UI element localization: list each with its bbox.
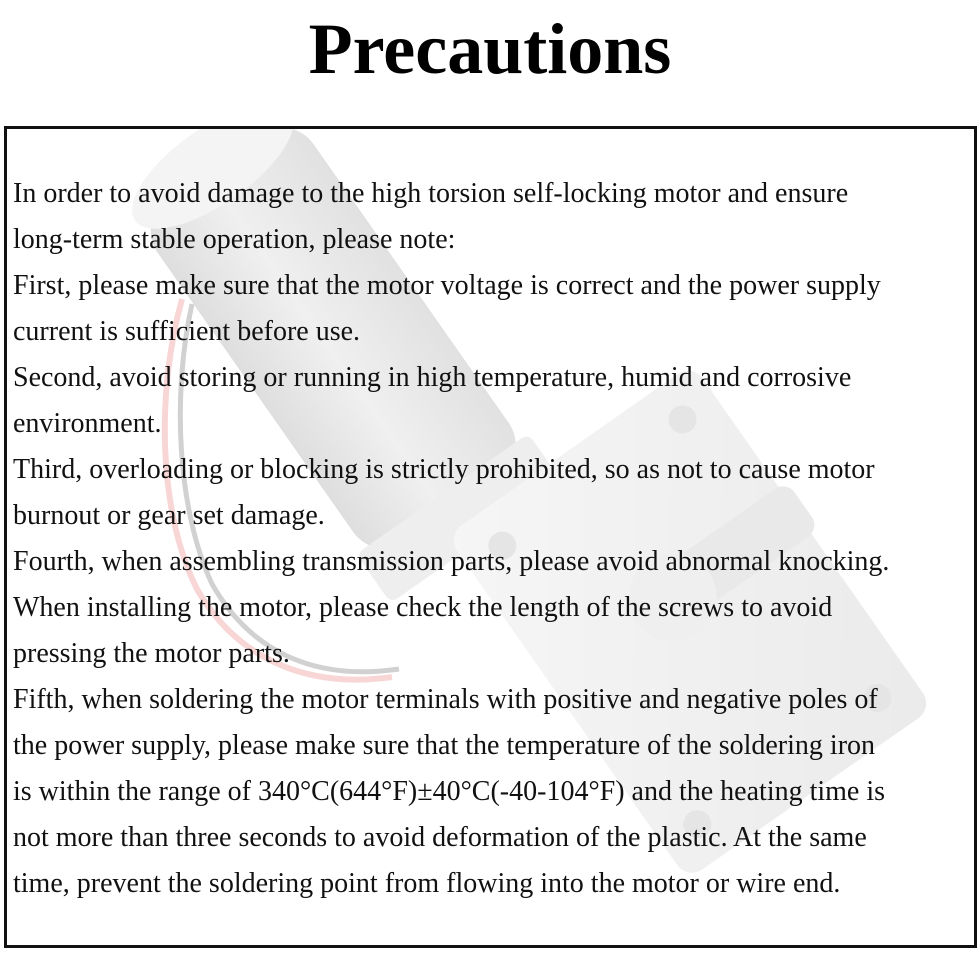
precautions-text — [13, 171, 971, 907]
precaution-line-fourth-3: pressing the motor parts. — [13, 638, 290, 669]
precaution-line-fifth-1: Fifth, when soldering the motor terminals with positive and negative poles of — [13, 684, 878, 715]
precaution-line-intro-2: long-term stable operation, please note: — [13, 224, 456, 255]
precaution-line-fifth-2: the power supply, please make sure that the temperature of the soldering iron — [13, 730, 876, 761]
precaution-line-first-2: current is sufficient before use. — [13, 316, 361, 347]
precaution-line-intro-1: In order to avoid damage to the high torsion self-locking motor and ensure — [13, 178, 849, 209]
page-title: Precautions — [308, 9, 672, 89]
precaution-line-second-1: Second, avoid storing or running in high temperature, humid and corrosive — [13, 362, 852, 393]
precaution-line-fifth-4: not more than three seconds to avoid deformation of the plastic. At the same — [13, 822, 867, 853]
precaution-line-third-2: burnout or gear set damage. — [13, 500, 325, 531]
precaution-line-fifth-3: is within the range of 340°C(644°F)±40°C(-40-104°F) and the heating time is — [13, 776, 886, 807]
precaution-line-fifth-5: time, prevent the soldering point from flowing into the motor or wire end. — [13, 868, 841, 899]
precautions-box — [4, 126, 977, 948]
precaution-line-fourth-1: Fourth, when assembling transmission parts, please avoid abnormal knocking. — [13, 546, 890, 577]
precaution-line-fourth-2: When installing the motor, please check the length of the screws to avoid — [13, 592, 833, 623]
precaution-line-second-2: environment. — [13, 408, 162, 439]
precaution-line-first-1: First, please make sure that the motor voltage is correct and the power supply — [13, 270, 881, 301]
precaution-line-third-1: Third, overloading or blocking is strictly prohibited, so as not to cause motor — [13, 454, 875, 485]
